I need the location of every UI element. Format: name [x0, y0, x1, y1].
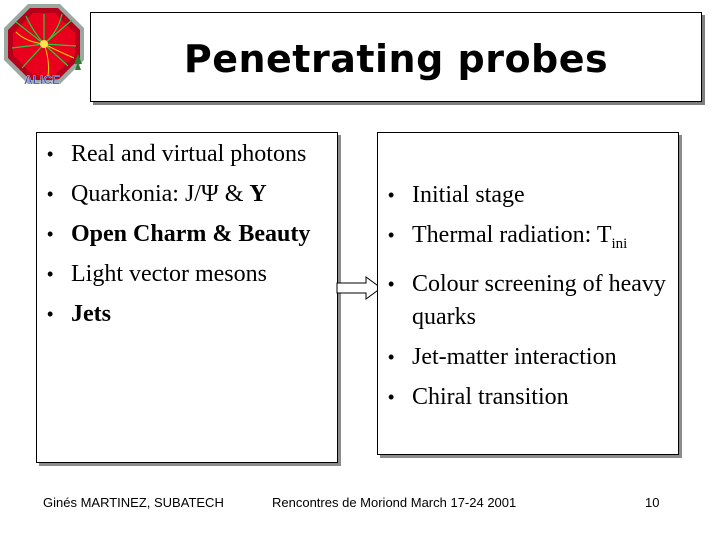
probes-list [37, 138, 337, 331]
list-item [378, 341, 678, 374]
title-box [90, 12, 702, 102]
list-item [378, 179, 678, 212]
page-number: 10 [645, 495, 660, 510]
physics-initial-stage: Initial stage [412, 182, 525, 208]
alice-logo-graphic [2, 2, 86, 86]
probe-quarkonia-upsilon: Υ [249, 181, 267, 207]
list-item [37, 298, 337, 331]
probe-jets: Jets [71, 301, 111, 327]
arrow-right-icon [336, 276, 382, 300]
physics-thermal-subscript: ini [611, 236, 628, 252]
list-item [37, 178, 337, 211]
alice-logo-icon [2, 2, 86, 86]
list-item [378, 381, 678, 414]
physics-jet-matter: Jet-matter interaction [412, 344, 617, 370]
probe-quarkonia-prefix: Quarkonia: J/ [71, 181, 201, 207]
physics-colour-screening: Colour screening of heavy quarks [412, 271, 666, 330]
footer-author: Ginés MARTINEZ, SUBATECH [43, 495, 224, 510]
physics-thermal-radiation: Thermal radiation: T [412, 222, 612, 248]
probe-quarkonia-psi: Ψ [200, 181, 219, 207]
list-item [37, 218, 337, 251]
physics-list [378, 179, 678, 414]
slide-title: Penetrating probes [183, 37, 609, 81]
probe-open-charm: Open Charm & Beauty [71, 221, 311, 247]
list-item [378, 219, 678, 261]
physics-box [377, 132, 679, 455]
list-item [378, 268, 678, 334]
list-item [37, 138, 337, 171]
list-item [37, 258, 337, 291]
probe-quarkonia-amp: & [218, 181, 250, 207]
probe-photons: Real and virtual photons [71, 141, 307, 167]
physics-chiral-transition: Chiral transition [412, 384, 569, 410]
alice-logo-text: ALICE [24, 73, 60, 86]
footer-event: Rencontres de Moriond March 17-24 2001 [272, 495, 517, 510]
probes-box [36, 132, 338, 463]
probe-light-vector-mesons: Light vector mesons [71, 261, 267, 287]
